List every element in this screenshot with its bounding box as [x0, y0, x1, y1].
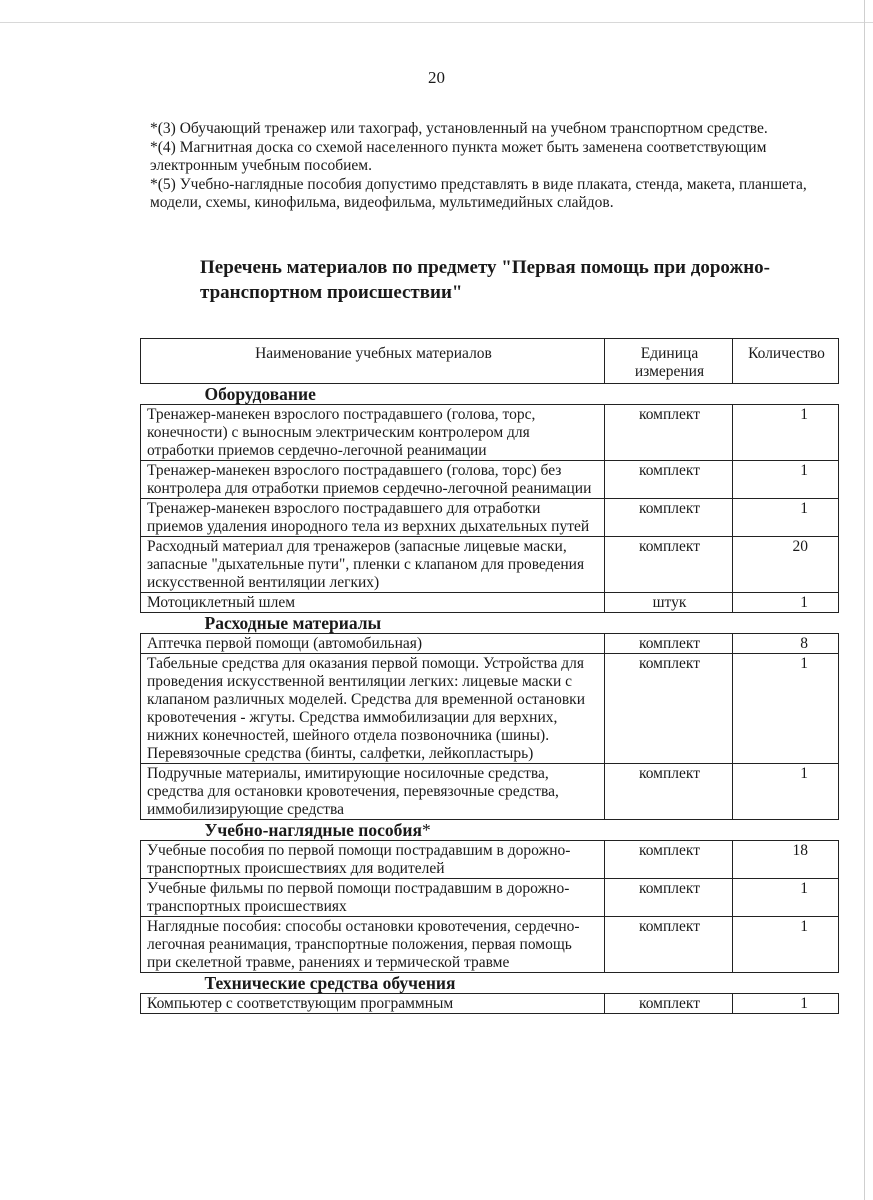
section-cell [141, 613, 839, 634]
section-title: Оборудование [204, 384, 316, 404]
item-quantity: 1 [733, 654, 839, 764]
section-cell [141, 384, 839, 405]
item-unit: комплект [605, 917, 733, 973]
section-title: Технические средства обучения [204, 973, 456, 993]
header-unit: Единица измерения [605, 339, 733, 384]
item-quantity: 1 [733, 764, 839, 820]
table-row [141, 405, 839, 461]
table-row [141, 764, 839, 820]
item-quantity: 1 [733, 499, 839, 537]
table-row [141, 654, 839, 764]
item-quantity: 8 [733, 634, 839, 654]
item-unit: штук [605, 593, 733, 613]
item-unit: комплект [605, 994, 733, 1014]
item-quantity: 1 [733, 461, 839, 499]
table-row [141, 917, 839, 973]
table-row [141, 593, 839, 613]
materials-table [140, 338, 839, 1014]
item-name: Мотоциклетный шлем [141, 593, 605, 613]
table-header-row [141, 339, 839, 384]
item-name: Учебные фильмы по первой помощи пострадавшим в дорожно-транспортных происшествиях [141, 879, 605, 917]
item-name: Табельные средства для оказания первой помощи. Устройства для проведения искусственной вентиляции легких: лицевые маски с клапаном различных моделей. Средства для временной остановки кровотечения - жгуты. Средства иммобилизации для верхних, нижних конечностей, шейного отдела позвоночника (шины). Перевязочные средства (бинты, салфетки, лейкопластырь) [141, 654, 605, 764]
table-row [141, 994, 839, 1014]
section-row [141, 613, 839, 634]
header-qty: Количество [733, 339, 839, 384]
footnotes [150, 120, 830, 213]
item-quantity: 1 [733, 917, 839, 973]
item-unit: комплект [605, 879, 733, 917]
item-name: Учебные пособия по первой помощи пострадавшим в дорожно-транспортных происшествиях для водителей [141, 841, 605, 879]
table-row [141, 879, 839, 917]
item-quantity: 1 [733, 879, 839, 917]
item-name: Тренажер-манекен взрослого пострадавшего (голова, торс, конечности) с выносным электрическим контролером для отработки приемов сердечно-легочной реанимации [141, 405, 605, 461]
header-name: Наименование учебных материалов [141, 339, 605, 384]
item-quantity: 1 [733, 994, 839, 1014]
item-quantity: 18 [733, 841, 839, 879]
item-unit: комплект [605, 499, 733, 537]
section-row [141, 384, 839, 405]
item-unit: комплект [605, 634, 733, 654]
table-row [141, 499, 839, 537]
section-row [141, 973, 839, 994]
section-footnote-mark: * [421, 820, 431, 840]
item-name: Подручные материалы, имитирующие носилочные средства, средства для остановки кровотечения, перевязочные средства, иммобилизирующие средства [141, 764, 605, 820]
item-quantity: 1 [733, 405, 839, 461]
section-title: Расходные материалы [204, 613, 382, 633]
table-row [141, 634, 839, 654]
item-name: Тренажер-манекен взрослого пострадавшего (голова, торс) без контролера для отработки приемов сердечно-легочной реанимации [141, 461, 605, 499]
item-name: Расходный материал для тренажеров (запасные лицевые маски, запасные "дыхательные пути", пленки с клапаном для проведения искусственной вентиляции легких) [141, 537, 605, 593]
item-quantity: 20 [733, 537, 839, 593]
section-cell [141, 820, 839, 841]
item-unit: комплект [605, 537, 733, 593]
page-number: 20 [428, 68, 445, 87]
item-name: Компьютер с соответствующим программным [141, 994, 605, 1014]
section-row [141, 820, 839, 841]
scan-right-edge [864, 0, 865, 1200]
item-name: Наглядные пособия: способы остановки кровотечения, сердечно-легочная реанимация, транспортные положения, первая помощь при скелетной травме, ранениях и термической травме [141, 917, 605, 973]
document-title: Перечень материалов по предмету "Первая помощь при дорожно-транспортном происшествии" [200, 257, 771, 303]
item-unit: комплект [605, 764, 733, 820]
item-quantity: 1 [733, 593, 839, 613]
item-unit: комплект [605, 461, 733, 499]
item-unit: комплект [605, 841, 733, 879]
table-row [141, 537, 839, 593]
table-row [141, 841, 839, 879]
footnote-5: *(5) Учебно-наглядные пособия допустимо представлять в виде плаката, стенда, макета, планшета, модели, схемы, кинофильма, видеофильма, мультимедийных слайдов. [150, 175, 807, 211]
item-unit: комплект [605, 405, 733, 461]
item-unit: комплект [605, 654, 733, 764]
footnote-4: *(4) Магнитная доска со схемой населенного пункта может быть заменена соответствующим электронным учебным пособием. [150, 138, 767, 174]
footnote-3: *(3) Обучающий тренажер или тахограф, установленный на учебном транспортном средстве. [150, 120, 768, 137]
scan-top-edge [0, 22, 873, 23]
table-row [141, 461, 839, 499]
section-title: Учебно-наглядные пособия [204, 820, 422, 840]
item-name: Аптечка первой помощи (автомобильная) [141, 634, 605, 654]
item-name: Тренажер-манекен взрослого пострадавшего для отработки приемов удаления инородного тела из верхних дыхательных путей [141, 499, 605, 537]
section-cell [141, 973, 839, 994]
